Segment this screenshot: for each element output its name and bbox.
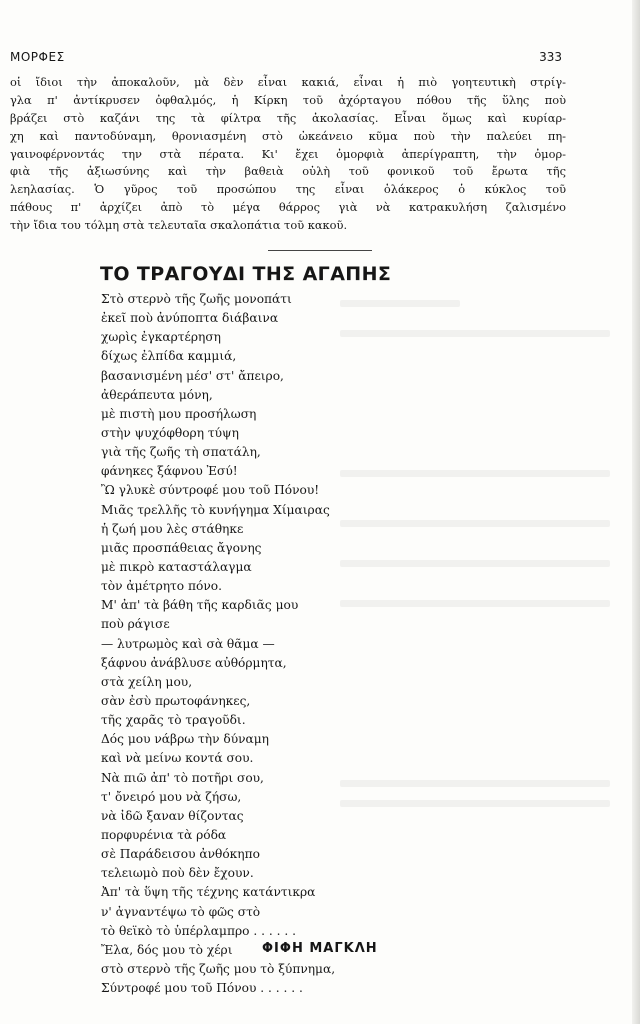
poem-verse: Δός μου νάβρω τὴν δύναμη: [101, 732, 269, 747]
poem-verse: ἡ ζωή μου λὲς στάθηκε: [101, 521, 244, 536]
poem-verse: μιᾶς προσπάθειας ἄγονης: [101, 540, 262, 555]
poem-verse: ποὺ ράγισε: [101, 617, 170, 632]
running-head: ΜΟΡΦΕΣ: [10, 50, 65, 64]
prose-line: πάθους π' ἀρχίζει ἀπὸ τὸ μέγα θάρρος γιὰ νὰ κατρακυλήση ζαλισμένο: [10, 200, 566, 215]
poem-verse: σὰν ἐσὺ πρωτοφάνηκες,: [101, 693, 251, 708]
poem-verse: Ἀπ' τὰ ὕψη τῆς τέχνης κατάντικρα: [101, 885, 316, 900]
poem-verse: — λυτρωμὸς καὶ σὰ θᾶμα —: [101, 636, 275, 651]
prose-line: βράζει στὸ καζάνι της τὰ φίλτρα τῆς ἀκολασίας. Εἶναι ὅμως καὶ κυρίαρ-: [10, 110, 566, 125]
poem-verse: Μ' ἀπ' τὰ βάθη τῆς καρδιᾶς μου: [101, 598, 299, 613]
poem-verse: χωρὶς ἐγκαρτέρηση: [101, 330, 221, 345]
poem-verse: τ' ὄνειρό μου νὰ ζήσω,: [101, 789, 242, 804]
prose-line: γλα π' ἀντίκρυσεν ὀφθαλμός, ἡ Κίρκη τοῦ ἀχόρταγου πόθου τῆς ὕλης ποὺ: [10, 92, 566, 107]
poem-verse: Στὸ στερνὸ τῆς ζωῆς μονοπάτι: [101, 292, 292, 306]
poem-verse: ἐκεῖ ποὺ ἀνύποπτα διάβαινα: [101, 311, 279, 326]
prose-line: οἱ ἴδιοι τὴν ἀποκαλοῦν, μὰ δὲν εἶναι κακιά, εἶναι ἡ πιὸ γοητευτικὴ στρίγ-: [10, 75, 566, 89]
poem-verse: γιὰ τῆς ζωῆς τὴ σπατάλη,: [101, 445, 261, 460]
poem-verse: τὸ θεϊκὸ τὸ ὑπέρλαμπρο . . . . . .: [101, 923, 296, 938]
prose-line: χη καὶ παντοδύναμη, θρονιασμένη στὸ ὠκεάνειο κῦμα ποὺ τὴν παλεύει πη-: [10, 128, 566, 143]
poem-verse: φάνηκες ξάφνου Ἐσύ!: [101, 464, 238, 479]
poem-verse: Νὰ πιῶ ἀπ' τὸ ποτῆρι σου,: [101, 770, 264, 785]
prose-line: τὴν ἴδια του τόλμη στὰ τελευταῖα σκαλοπάτια τοῦ κακοῦ.: [10, 218, 348, 233]
prose-line: φιὰ τῆς ἀξιωσύνης καὶ τὴν βαθειὰ οὐλὴ τοῦ φονικοῦ τοῦ ἔρωτα τῆς: [10, 164, 566, 179]
poem-verse: μὲ πικρὸ καταστάλαγμα: [101, 559, 252, 574]
poem-verse: στὴν ψυχόφθορη τύψη: [101, 425, 239, 440]
poem-verse: στὰ χείλη μου,: [101, 674, 193, 689]
poem-verse: τὸν ἀμέτρητο πόνο.: [101, 579, 222, 594]
poem-verse: ἀθεράπευτα μόνη,: [101, 387, 213, 402]
poem-verse: βασανισμένη μέσ' στ' ἄπειρο,: [101, 368, 284, 383]
poem-verse: τῆς χαρᾶς τὸ τραγοῦδι.: [101, 713, 246, 728]
poem-verse: μὲ πιστὴ μου προσήλωση: [101, 406, 257, 421]
poem-verse: σὲ Παράδεισου ἀνθόκηπο: [101, 847, 260, 862]
poem-author: ΦΙΦΗ ΜΑΓΚΛΗ: [262, 941, 378, 956]
poem-verse: Μιᾶς τρελλῆς τὸ κυνήγημα Χίμαιρας: [101, 502, 330, 517]
page-edge-shadow: [632, 0, 640, 1024]
prose-line: γαινοφέρνοντάς την στὰ πέρατα. Κι' ἔχει ὀμορφιὰ ἀπερίγραπτη, τὴν ὀμορ-: [10, 146, 566, 161]
poem-verse: Ἔλα, δός μου τὸ χέρι: [101, 942, 233, 957]
poem-verse: Ὢ γλυκὲ σύντροφέ μου τοῦ Πόνου!: [101, 483, 320, 498]
poem-title: ΤΟ ΤΡΑΓΟΥΔΙ ΤΗΣ ΑΓΑΠΗΣ: [100, 263, 392, 285]
section-divider: [268, 250, 372, 251]
page-number: 333: [539, 50, 562, 64]
poem-verse: καὶ νὰ μείνω κοντά σου.: [101, 751, 254, 766]
poem-body: [101, 290, 401, 998]
poem-verse: ξάφνου ἀνάβλυσε αὐθόρμητα,: [101, 655, 287, 670]
page-header: [10, 50, 562, 68]
poem-verse: στὸ στερνὸ τῆς ζωῆς μου τὸ ξύπνημα,: [101, 961, 336, 976]
poem-verse: Σύντροφέ μου τοῦ Πόνου . . . . . .: [101, 981, 303, 996]
prose-paragraph: [10, 74, 566, 235]
poem-verse: τελειωμὸ ποὺ δὲν ἔχουν.: [101, 866, 254, 881]
poem-verse: νὰ ἰδῶ ξαναν θίζοντας: [101, 808, 244, 823]
poem-verse: πορφυρένια τὰ ρόδα: [101, 827, 227, 842]
prose-line: λεηλασίας. Ὁ γῦρος τοῦ προσώπου της εἶναι ὁλάκερος ὁ κύκλος τοῦ: [10, 182, 566, 197]
poem-verse: ν' ἀγναντέψω τὸ φῶς στὸ: [101, 904, 261, 919]
poem-verse: δίχως ἐλπίδα καμμιά,: [101, 349, 237, 364]
